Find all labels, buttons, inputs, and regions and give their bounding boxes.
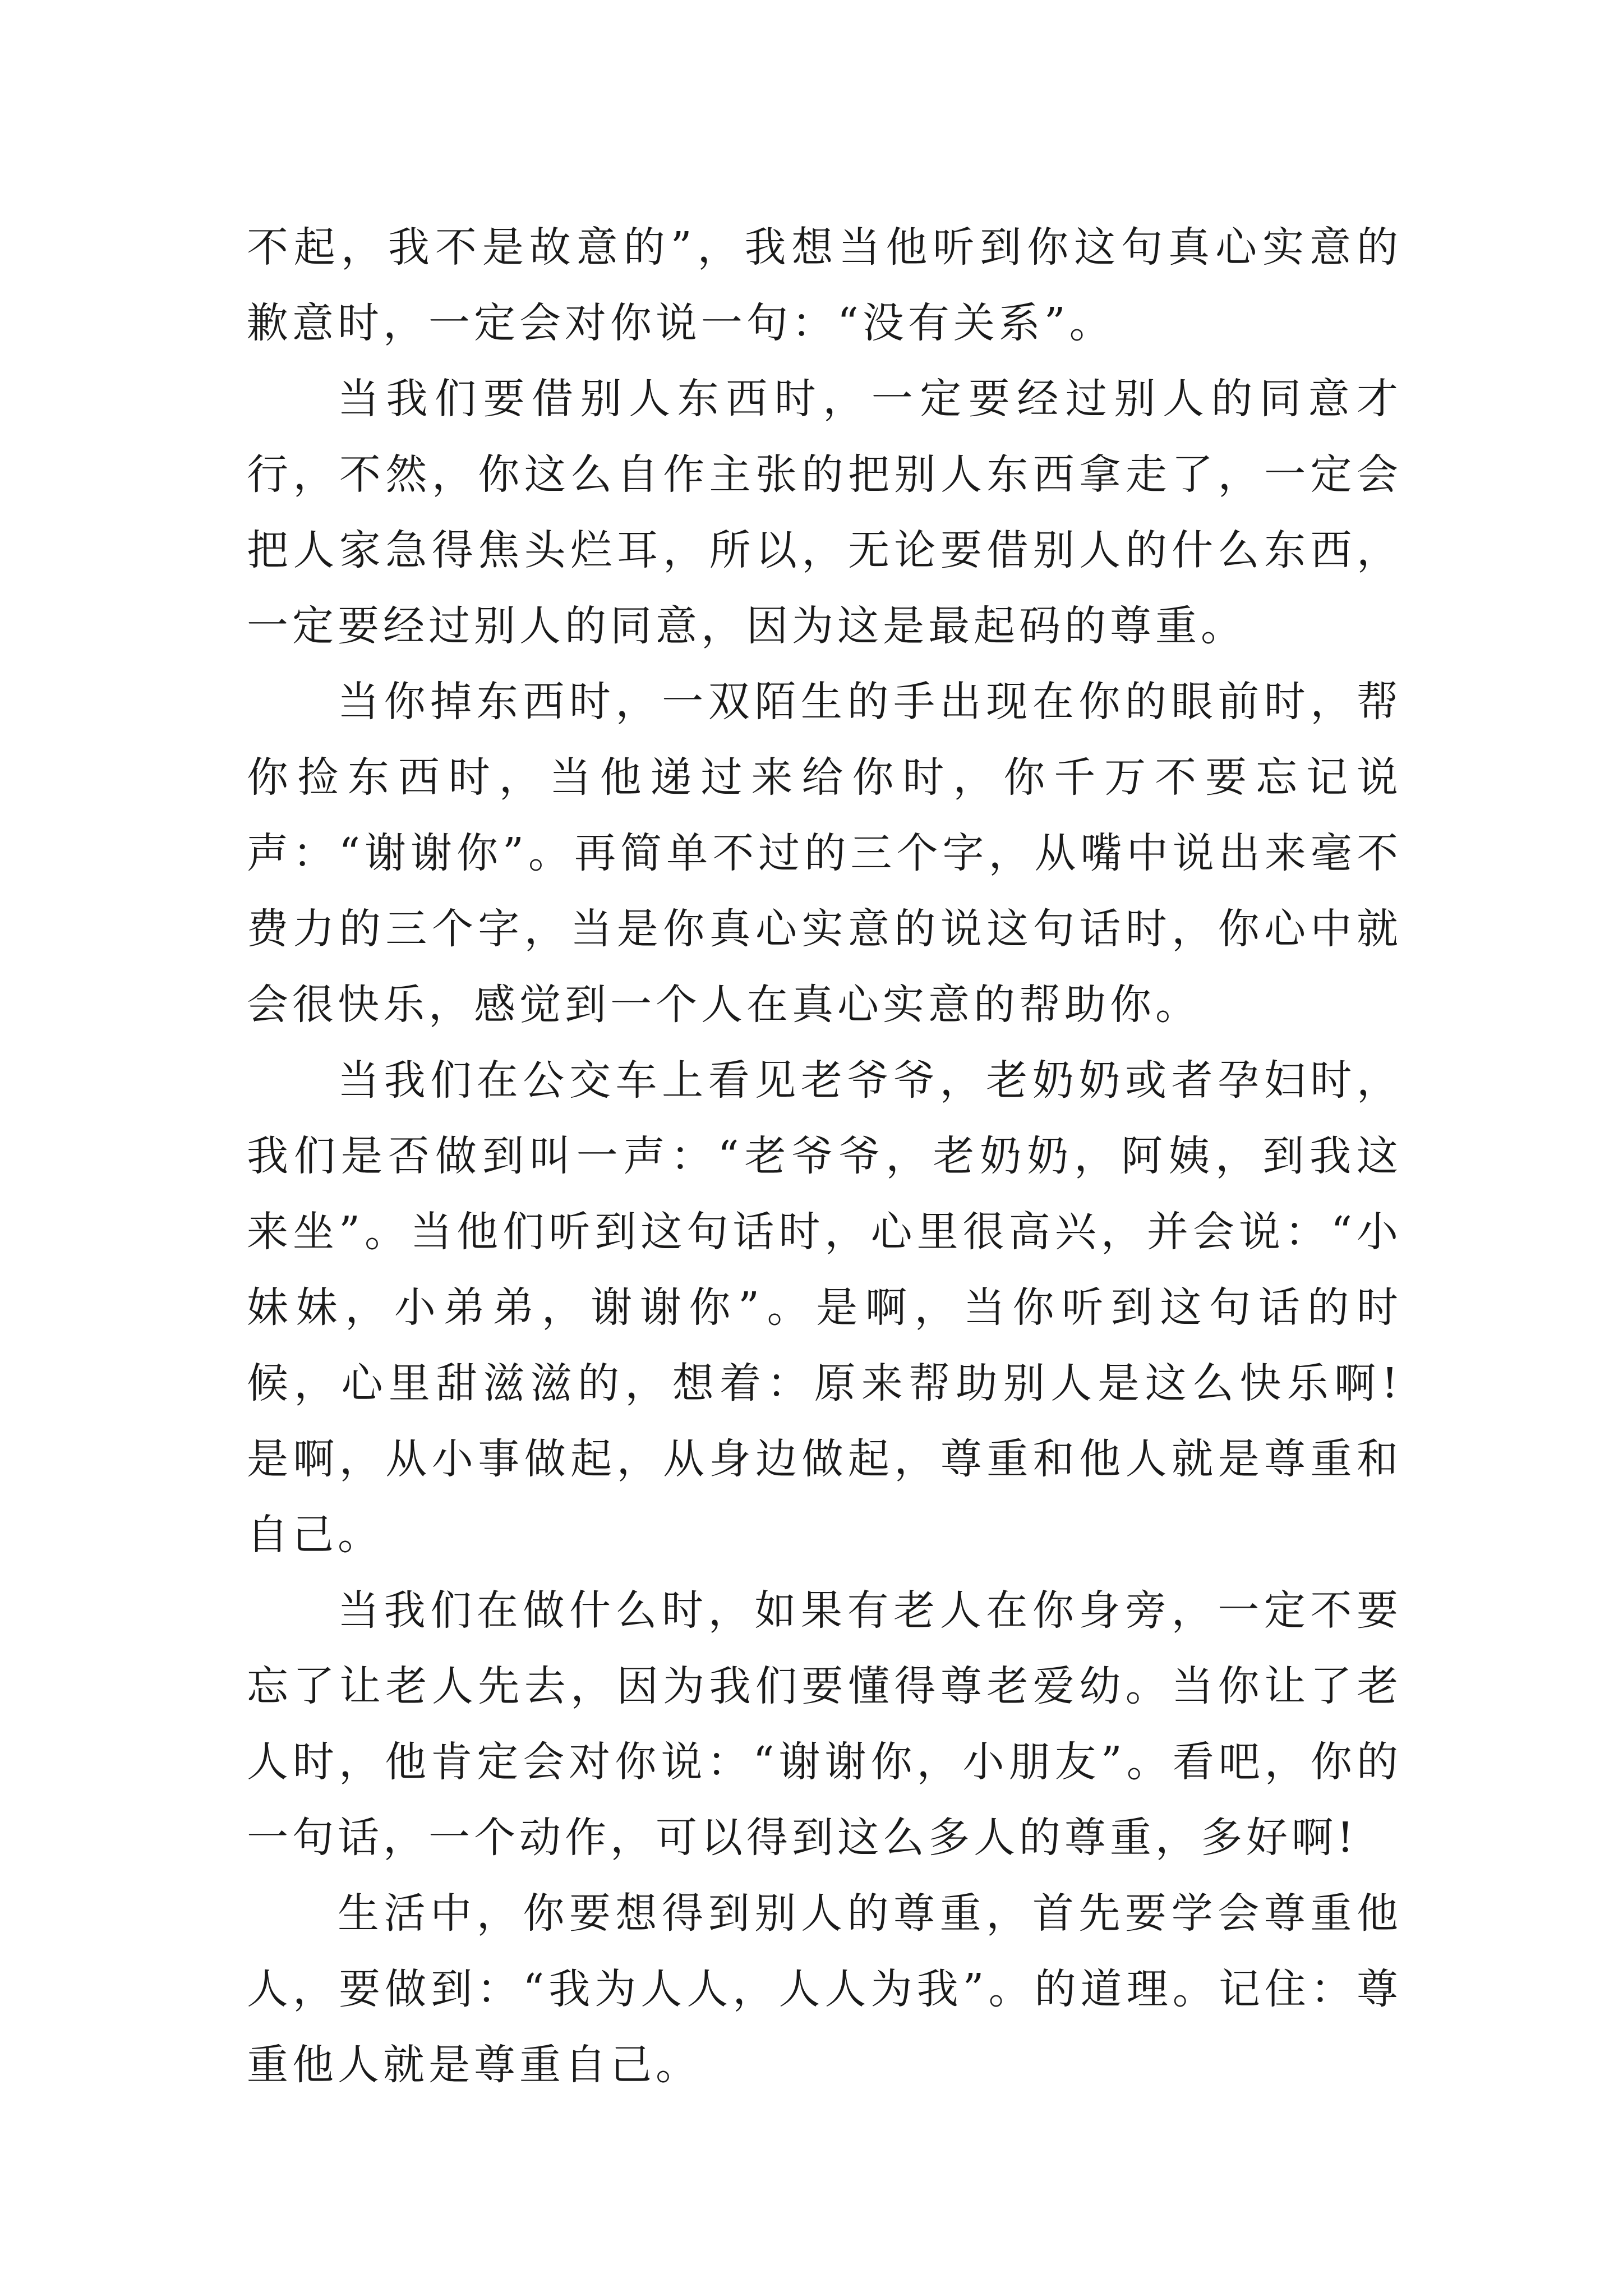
paragraph-elders: 当我们在做什么时，如果有老人在你身旁，一定不要忘了让老人先去，因为我们要懂得尊老爱幼。当你让了老人时，他肯定会对你说：“谢谢你，小朋友”。看吧，你的一句话，一个动作，可以得到这么多人的尊重，多好啊! [247,1586,1402,1862]
paragraph-continued: 不起，我不是故意的”，我想当他听到你这句真心实意的歉意时，一定会对你说一句：“没有关系”。 [247,223,1402,347]
document-body [247,210,1402,2103]
paragraph-bus-seat: 当我们在公交车上看见老爷爷，老奶奶或者孕妇时，我们是否做到叫一声：“老爷爷，老奶奶，阿姨，到我这来坐”。当他们听到这句话时，心里很高兴，并会说：“小妹妹，小弟弟，谢谢你”。是啊，当你听到这句话的时候，心里甜滋滋的，想着：原来帮助别人是这么快乐啊!是啊，从小事做起，从身边做起，尊重和他人就是尊重和自己。 [247,1056,1402,1559]
paragraph-conclusion: 生活中，你要想得到别人的尊重，首先要学会尊重他人，要做到：“我为人人，人人为我”。的道理。记住：尊重他人就是尊重自己。 [247,1889,1402,2089]
paragraph-thank-you: 当你掉东西时，一双陌生的手出现在你的眼前时，帮你捡东西时，当他递过来给你时，你千万不要忘记说声：“谢谢你”。再简单不过的三个字，从嘴中说出来毫不费力的三个字，当是你真心实意的说这句话时，你心中就会很快乐，感觉到一个人在真心实意的帮助你。 [247,678,1402,1029]
paragraph-borrowing: 当我们要借别人东西时，一定要经过别人的同意才行，不然，你这么自作主张的把别人东西拿走了，一定会把人家急得焦头烂耳，所以，无论要借别人的什么东西，一定要经过别人的同意，因为这是最起码的尊重。 [247,375,1402,650]
